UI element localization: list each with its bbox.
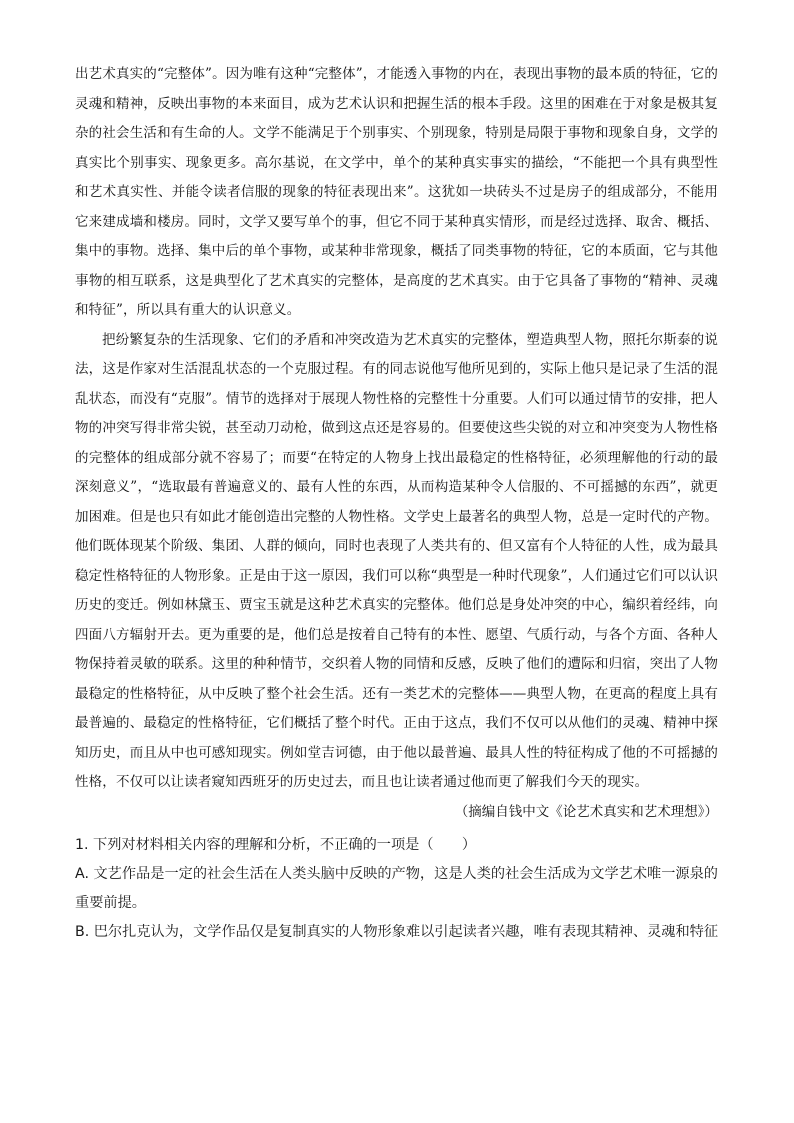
passage-paragraph-1: 出艺术真实的“完整体”。因为唯有这种“完整体”，才能透入事物的内在，表现出事物的最本质的特征，它的灵魂和精神，反映出事物的本来面目，成为艺术认识和把握生活的根本手段。这里的困难在于对象是极其复杂的社会生活和有生命的人。文学不能满足于个别事实、个别现象，特别是局限于事物和现象自身，文学的真实比个别事实、现象更多。高尔基说，在文学中，单个的某种真实事实的描绘，“不能把一个具有典型性和艺术真实性、并能令读者信服的现象的特征表现出来”。这犹如一块砖头不过是房子的组成部分，不能用它来建成墙和楼房。同时，文学又要写单个的事，但它不同于某种真实情形，而是经过选择、取舍、概括、集中的事物。选择、集中后的单个事物，或某种非常现象，概括了同类事物的特征，它的本质面，它与其他事物的相互联系，这是典型化了艺术真实的完整体，是高度的艺术真实。由于它具备了事物的“精神、灵魂和特征”，所以具有重大的认识意义。	[75, 66, 718, 318]
option-b: B. 巴尔扎克认为，文学作品仅是复制真实的人物形象难以引起读者兴趣，唯有表现其精神、灵魂和特征	[75, 924, 719, 940]
option-a: A. 文艺作品是一定的社会生活在人类头脑中反映的产物，这是人类的社会生活成为文学艺术唯一源泉的重要前提。	[75, 866, 718, 911]
passage-paragraph-2: 把纷繁复杂的生活现象、它们的矛盾和冲突改造为艺术真实的完整体，塑造典型人物，照托尔斯泰的说法，这是作家对生活混乱状态的一个克服过程。有的同志说他写他所见到的，实际上他只是记录了生活的混乱状态，而没有“克服”。情节的选择对于展现人物性格的完整性十分重要。人们可以通过情节的安排，把人物的冲突写得非常尖锐，甚至动刀动枪，做到这点还是容易的。但要使这些尖锐的对立和冲突变为人物性格的完整体的组成部分就不容易了；而要“在特定的人物身上找出最稳定的性格特征，必须理解他的行动的最深刻意义”，“选取最有普遍意义的、最有人性的东西，从而构造某种令人信服的、不可摇撼的东西”，就更加困难。但是也只有如此才能创造出完整的人物性格。文学史上最著名的典型人物，总是一定时代的产物。他们既体现某个阶级、集团、人群的倾向，同时也表现了人类共有的、但又富有个人特征的人性，成为最具稳定性格特征的人物形象。正是由于这一原因，我们可以称“典型是一种时代现象”，人们通过它们可以认识历史的变迁。例如林黛玉、贾宝玉就是这种艺术真实的完整体。他们总是身处冲突的中心，编织着经纬，向四面八方辐射开去。更为重要的是，他们总是按着自己特有的本性、愿望、气质行动，与各个方面、各种人物保持着灵敏的联系。这里的种种情节，交织着人物的同情和反感，反映了他们的遭际和归宿，突出了人物最稳定的性格特征，从中反映了整个社会生活。还有一类艺术的完整体——典型人物，在更高的程度上具有最普遍的、最稳定的性格特征，它们概括了整个时代。正由于这点，我们不仅可以从他们的灵魂、精神中探知历史，而且从中也可感知现实。例如堂吉诃德，由于他以最普遍、最具人性的特征构成了他的不可摇撼的性格，不仅可以让读者窥知西班牙的历史过去，而且也让读者通过他而更了解我们今天的现实。	[75, 331, 718, 790]
passage-source: （摘编自钱中文《论艺术真实和艺术理想》）	[454, 803, 718, 820]
question-stem: 1. 下列对材料相关内容的理解和分析，不正确的一项是（ ）	[75, 837, 477, 853]
